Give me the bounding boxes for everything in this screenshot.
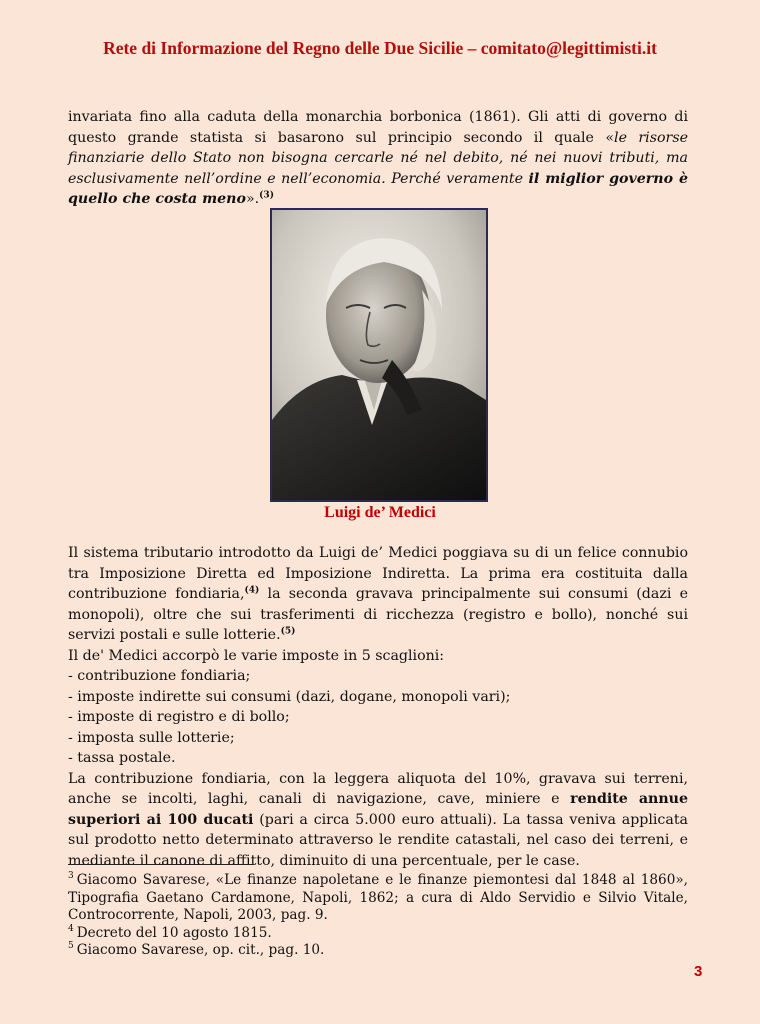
footnote-number: 5 [68,941,74,952]
page-number: 3 [694,963,703,980]
land-tax-text-2: (pari a circa 5.000 euro attuali). La tassa veniva applicata sul prodotto netto determinato attraverso le rendite catastali, nel caso dei terreni, e mediante il canone di affitto, diminuito di una percentuale, per le case. [68,811,688,869]
paragraph-tax-system [68,543,688,871]
portrait-engraving-icon [272,210,486,500]
footnote-text: Giacomo Savarese, op. cit., pag. 10. [76,942,325,958]
footnote-text: Decreto del 10 agosto 1815. [76,924,272,941]
footnote-number: 3 [68,871,74,882]
footnote-4 [68,925,688,943]
tax-system-text-1: Il sistema tributario introdotto da Luigi de’ Medici poggiava su di un felice connubio tra Imposizione Diretta ed Imposizione Indiretta. La prima era costituita dalla contribuzione fondiaria, [68,545,688,602]
paragraph-intro [68,107,688,210]
footnote-ref-5[interactable]: (5) [280,626,296,637]
footnote-5 [68,942,688,960]
footnote-ref-4[interactable]: (4) [244,585,260,596]
footnotes [68,872,688,960]
land-tax-bold: rendite annue superiori ai 100 ducati [68,791,688,828]
intro-text: invariata fino alla caduta della monarchia borbonica (1861). Gli atti di governo di questo grande statista si basarono sul principio secondo il quale « [68,109,688,146]
page-header: Rete di Informazione del Regno delle Due Sicilie – comitato@legittimisti.it [103,38,657,58]
bracket-item: - contribuzione fondiaria; [68,668,251,684]
bracket-item: - imposta sulle lotterie; [68,729,235,746]
tax-system-text-2: la seconda gravava principalmente sui consumi (dazi e monopoli), oltre che sui trasferimenti di ricchezza (registro e bollo), nonché sui servizi postali e sulle lotterie. [68,586,688,643]
bracket-item: - imposte di registro e di bollo; [68,709,290,725]
bracket-item: - tassa postale. [68,750,176,766]
intro-quote-close: ». [245,191,260,207]
brackets-intro: Il de' Medici accorpò le varie imposte in 5 scaglioni: [68,647,445,664]
intro-quote: le risorse finanziarie dello Stato non bisogna cercarle né nel debito, né nei nuovi tributi, ma esclusivamente nell’ordine e nell’economia. Perché veramente il miglior governo è quello che costa meno [68,129,688,207]
footnote-ref-3[interactable]: (3) [259,190,274,201]
land-tax-text-1: La contribuzione fondiaria, con la leggera aliquota del 10%, gravava sui terreni, anche se incolti, laghi, canali di navigazione, cave, miniere e [68,770,688,807]
intro-quote-bold: il miglior governo è quello che costa meno [68,170,688,207]
footnote-divider [68,864,254,865]
portrait-image [270,208,488,502]
bracket-item: - imposte indirette sui consumi (dazi, dogane, monopoli vari); [68,688,511,705]
portrait-caption: Luigi de’ Medici [324,504,436,521]
footnote-3 [68,872,688,925]
footnote-number: 4 [68,923,74,934]
footnote-text: Giacomo Savarese, «Le finanze napoletane e le finanze piemontesi dal 1848 al 1860», Tipografia Gaetano Cardamone, Napoli, 1862; a cura di Aldo Servidio e Silvio Vitale, Controcorrente, Napoli, 2003, pag. 9. [68,872,688,923]
